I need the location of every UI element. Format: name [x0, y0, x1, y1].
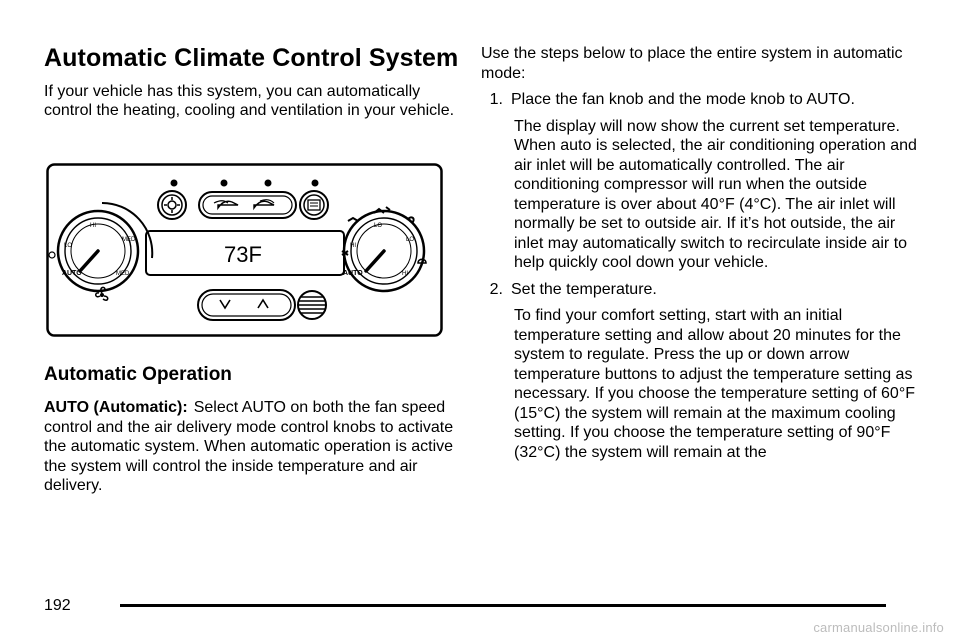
temperature-arrow-buttons[interactable] [198, 290, 295, 320]
page-number: 192 [44, 597, 71, 614]
watermark: carmanualsonline.info [813, 620, 944, 635]
svg-text:LO: LO [64, 243, 73, 249]
auto-paragraph [44, 398, 454, 496]
auto-text: Select AUTO on both the fan speed control and the air delivery mode control knobs to activate the automatic system. When automatic operation is active the system will control the inside temperature and air delivery. [44, 399, 454, 494]
svg-text:LO: LO [374, 223, 383, 229]
display-temp-text: 73F [224, 242, 262, 267]
right-column [481, 44, 921, 462]
section-heading: Automatic Operation [44, 364, 232, 385]
footer-rule [120, 604, 886, 607]
ac-button[interactable] [158, 191, 186, 219]
temperature-display [146, 231, 344, 275]
right-intro: Use the steps below to place the entire system in automatic mode: [481, 45, 903, 82]
rear-defrost-button[interactable] [300, 191, 328, 219]
climate-control-panel-illustration [46, 163, 443, 337]
climate-panel-svg [46, 163, 443, 337]
svg-text:HI: HI [402, 271, 408, 277]
page-title: Automatic Climate Control System [44, 44, 459, 72]
step-1 [481, 90, 921, 110]
fan-knob-auto-label: AUTO [62, 270, 82, 277]
step-1-detail: The display will now show the current set temperature. When auto is selected, the air conditioning operation and air inlet will be automatically controlled. The air conditioning compressor will run when the outside temperature is over about 40°F (4°C). The air inlet will normally be set to outside air. If it’s hot outside, the air inlet may automatically switch to recirculate inside air to help quickly cool down your vehicle. [514, 117, 917, 271]
step-2-detail: To find your comfort setting, start with an initial temperature setting and allow about 20 minutes for the system to regulate. Press the up or down arrow temperature buttons to adjust the temperature setting as necessary. If you choose the temperature setting of 60°F (15°C) the system will remain at the maximum cooling setting. If you choose the temperature setting of 90°F (32°C) the system will remain at the [514, 307, 915, 461]
auto-lead: AUTO (Automatic): [44, 399, 188, 416]
left-column [44, 42, 464, 120]
svg-text:HI: HI [350, 243, 356, 249]
mode-knob-auto-label: AUTO [343, 270, 363, 277]
svg-text:MED: MED [116, 271, 130, 277]
step-number: 1. [489, 91, 503, 108]
svg-text:HI: HI [90, 223, 96, 229]
sensor-grille [298, 291, 326, 319]
step-2 [481, 280, 921, 300]
step-text: Set the temperature. [511, 280, 657, 298]
air-inlet-button[interactable] [199, 192, 296, 218]
step-number: 2. [489, 280, 503, 298]
step-text: Place the fan knob and the mode knob to AUTO. [511, 91, 855, 108]
mode-knob[interactable] [342, 207, 426, 291]
intro-paragraph: If your vehicle has this system, you can automatically control the heating, cooling and ventilation in your vehicle. [44, 83, 455, 119]
svg-text:LO: LO [406, 237, 415, 243]
svg-text:MED: MED [122, 237, 136, 243]
